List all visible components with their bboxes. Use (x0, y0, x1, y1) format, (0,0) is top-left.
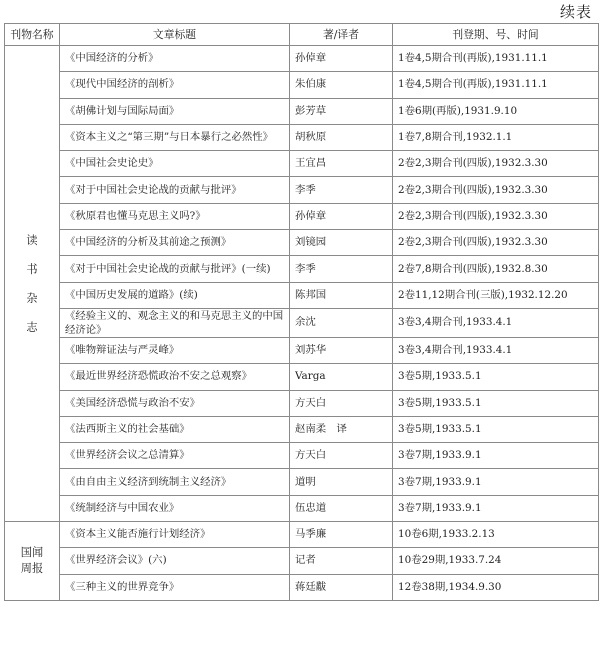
article-author: 刘镜园 (290, 230, 393, 256)
header-title: 文章标题 (60, 24, 290, 46)
table-row (5, 308, 599, 337)
article-author: 胡秋原 (290, 124, 393, 150)
article-author: 伍忠道 (290, 495, 393, 521)
header-publication: 刊物名称 (5, 24, 60, 46)
table-row (5, 203, 599, 229)
article-title: 《法西斯主义的社会基础》 (60, 416, 290, 442)
publication-name-part: 国闻 (20, 545, 44, 559)
article-author: 孙倬章 (290, 203, 393, 229)
article-title: 《中国经济的分析及其前途之预测》 (60, 230, 290, 256)
article-title: 《对于中国社会史论战的贡献与批评》(一续) (60, 256, 290, 282)
article-issue: 2卷7,8期合刊(四版),1932.8.30 (393, 256, 599, 282)
article-title: 《中国经济的分析》 (60, 46, 290, 72)
header-author: 著/译者 (290, 24, 393, 46)
article-author: 王宜昌 (290, 151, 393, 177)
article-author: Varga (290, 364, 393, 390)
article-title: 《三种主义的世界竞争》 (60, 574, 290, 600)
article-author: 方天白 (290, 443, 393, 469)
table-row (5, 256, 599, 282)
publication-name-part: 书 (26, 262, 38, 276)
table-row (5, 390, 599, 416)
article-issue: 1卷7,8期合刊,1932.1.1 (393, 124, 599, 150)
article-table (4, 23, 599, 601)
article-issue: 2卷11,12期合刊(三版),1932.12.20 (393, 282, 599, 308)
article-title: 《唯物辩证法与严灵峰》 (60, 337, 290, 363)
article-title: 《资本主义能否施行计划经济》 (60, 522, 290, 548)
article-author: 李季 (290, 256, 393, 282)
table-row (5, 469, 599, 495)
article-issue: 1卷4,5期合刊(再版),1931.11.1 (393, 72, 599, 98)
article-title: 《中国社会史论史》 (60, 151, 290, 177)
table-row (5, 124, 599, 150)
article-issue: 2卷2,3期合刊(四版),1932.3.30 (393, 203, 599, 229)
article-author: 彭芳草 (290, 98, 393, 124)
article-author: 道明 (290, 469, 393, 495)
article-issue: 3卷3,4期合刊,1933.4.1 (393, 308, 599, 337)
article-issue: 3卷3,4期合刊,1933.4.1 (393, 337, 599, 363)
article-author: 李季 (290, 177, 393, 203)
article-title: 《对于中国社会史论战的贡献与批评》 (60, 177, 290, 203)
article-title: 《最近世界经济恐慌政治不安之总观察》 (60, 364, 290, 390)
article-title: 《经验主义的、观念主义的和马克思主义的中国经济论》 (60, 308, 290, 337)
article-title: 《美国经济恐慌与政治不安》 (60, 390, 290, 416)
article-title: 《统制经济与中国农业》 (60, 495, 290, 521)
article-author: 刘苏华 (290, 337, 393, 363)
article-title: 《世界经济会议》(六) (60, 548, 290, 574)
article-author: 陈邦国 (290, 282, 393, 308)
article-author: 记者 (290, 548, 393, 574)
article-issue: 10卷29期,1933.7.24 (393, 548, 599, 574)
article-title: 《由自由主义经济到统制主义经济》 (60, 469, 290, 495)
article-issue: 10卷6期,1933.2.13 (393, 522, 599, 548)
table-row (5, 548, 599, 574)
table-body (5, 46, 599, 601)
publication-name (5, 46, 60, 522)
publication-name-part: 杂 (26, 291, 38, 305)
article-title: 《中国历史发展的道路》(续) (60, 282, 290, 308)
article-issue: 3卷5期,1933.5.1 (393, 416, 599, 442)
table-row (5, 98, 599, 124)
table-row (5, 72, 599, 98)
article-issue: 3卷5期,1933.5.1 (393, 390, 599, 416)
article-title: 《现代中国经济的剖析》 (60, 72, 290, 98)
article-issue: 1卷6期(再版),1931.9.10 (393, 98, 599, 124)
article-author: 余沈 (290, 308, 393, 337)
article-title: 《胡佛计划与国际局面》 (60, 98, 290, 124)
article-author: 蒋廷黻 (290, 574, 393, 600)
article-issue: 1卷4,5期合刊(再版),1931.11.1 (393, 46, 599, 72)
table-row (5, 574, 599, 600)
article-author: 孙倬章 (290, 46, 393, 72)
article-issue: 3卷7期,1933.9.1 (393, 443, 599, 469)
continued-label: 续表 (559, 3, 592, 21)
article-author: 方天白 (290, 390, 393, 416)
table-row (5, 230, 599, 256)
article-author: 马季廉 (290, 522, 393, 548)
table-row (5, 522, 599, 548)
article-title: 《世界经济会议之总清算》 (60, 443, 290, 469)
table-row (5, 416, 599, 442)
header-row (5, 24, 599, 46)
article-issue: 2卷2,3期合刊(四版),1932.3.30 (393, 177, 599, 203)
table-row (5, 364, 599, 390)
article-author: 赵南柔 译 (290, 416, 393, 442)
table-row (5, 46, 599, 72)
article-title: 《资本主义之“第三期”与日本暴行之必然性》 (60, 124, 290, 150)
table-row (5, 282, 599, 308)
article-issue: 3卷5期,1933.5.1 (393, 364, 599, 390)
table-row (5, 151, 599, 177)
table-row (5, 177, 599, 203)
header-issue: 刊登期、号、时间 (393, 24, 599, 46)
article-issue: 2卷2,3期合刊(四版),1932.3.30 (393, 230, 599, 256)
publication-name-part: 读 (26, 233, 38, 247)
publication-name-part: 周报 (20, 561, 44, 575)
article-author: 朱伯康 (290, 72, 393, 98)
article-issue: 3卷7期,1933.9.1 (393, 469, 599, 495)
table-row (5, 495, 599, 521)
article-issue: 2卷2,3期合刊(四版),1932.3.30 (393, 151, 599, 177)
article-issue: 3卷7期,1933.9.1 (393, 495, 599, 521)
article-title: 《秋原君也懂马克思主义吗?》 (60, 203, 290, 229)
publication-name (5, 522, 60, 601)
table-row (5, 337, 599, 363)
publication-name-part: 志 (26, 320, 38, 334)
table-row (5, 443, 599, 469)
article-issue: 12卷38期,1934.9.30 (393, 574, 599, 600)
